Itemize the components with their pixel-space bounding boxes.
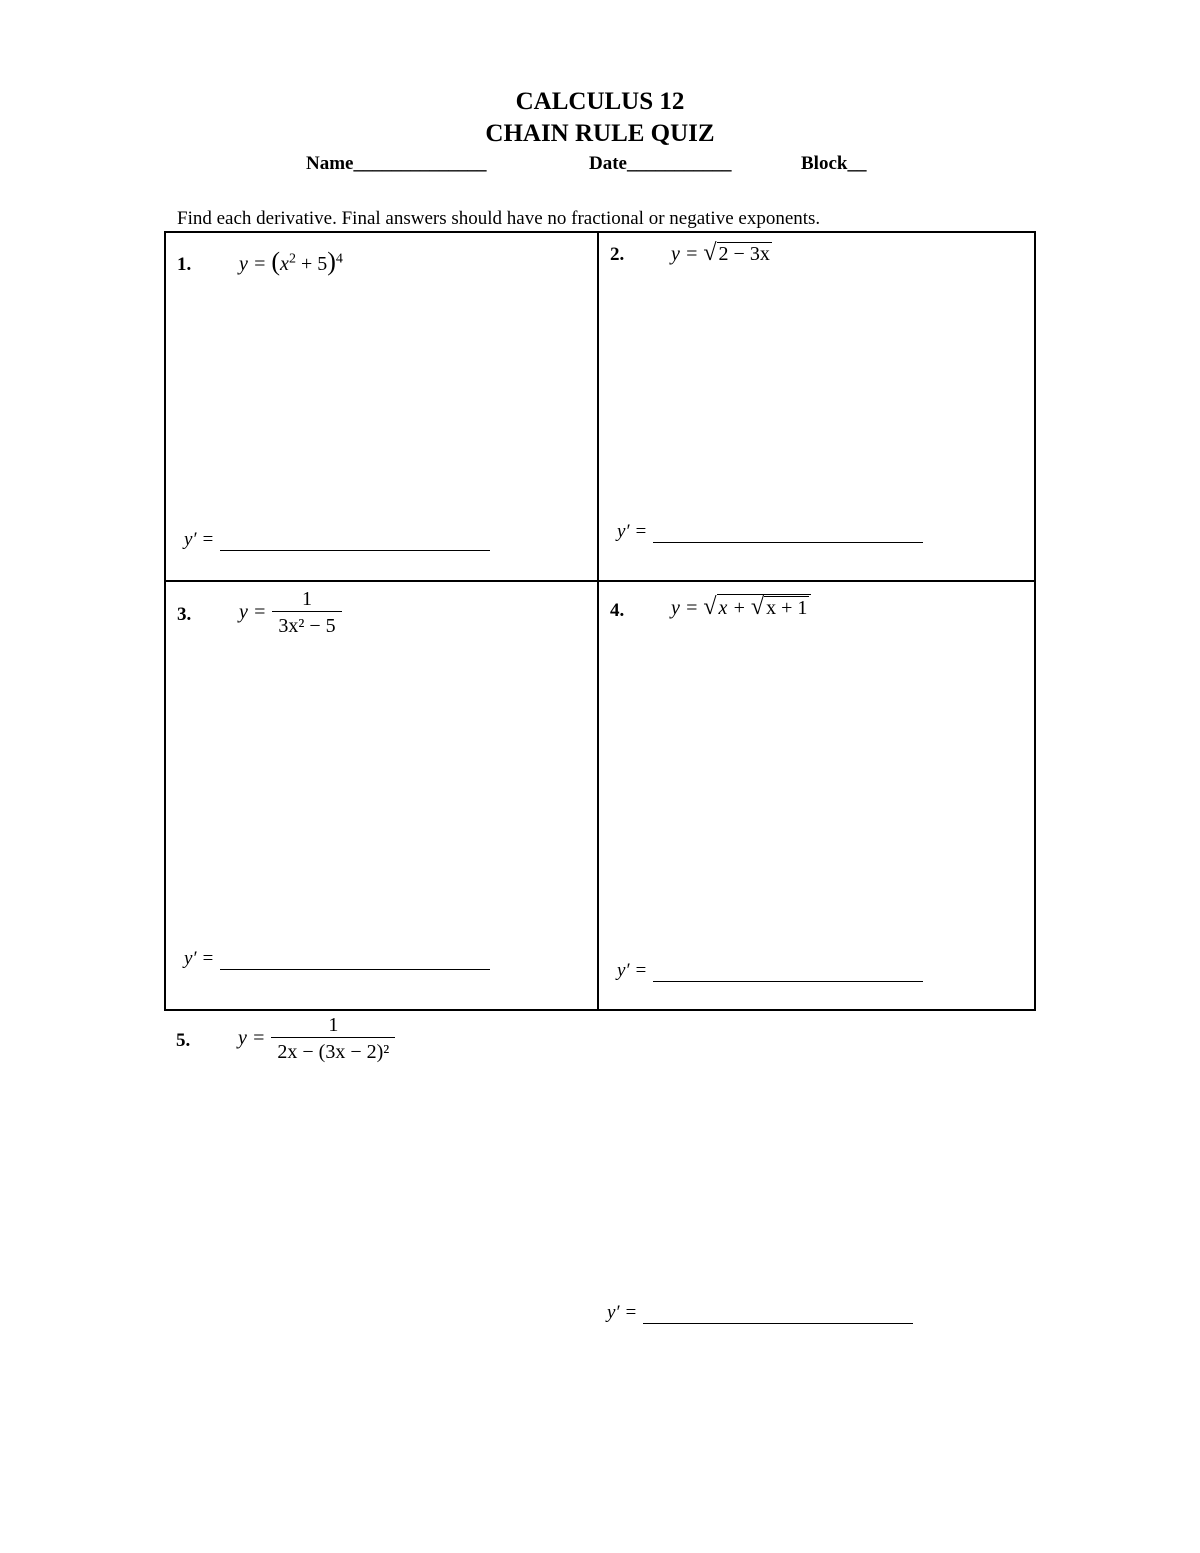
close-paren: ) — [327, 247, 336, 276]
question-4-cell[interactable] — [599, 582, 1034, 1009]
lhs: y = — [238, 1027, 266, 1049]
answer-line[interactable] — [220, 953, 490, 970]
answer-3[interactable] — [184, 948, 490, 970]
lhs: y = — [671, 597, 699, 619]
answer-5[interactable] — [607, 1302, 913, 1324]
answer-2[interactable] — [617, 521, 923, 543]
outer-radicand: x + — [718, 597, 746, 619]
denominator: 3x² − 5 — [272, 611, 341, 638]
question-3-expression — [239, 587, 342, 638]
answer-4[interactable] — [617, 960, 923, 982]
question-4-expression — [671, 594, 811, 620]
question-2-expression — [671, 241, 772, 266]
numerator: 1 — [328, 1014, 339, 1036]
question-number: 3. — [177, 604, 192, 625]
outer-square-root: √ x + √ x + 1 — [703, 594, 811, 619]
answer-line[interactable] — [653, 965, 923, 982]
square-root: √ 2 − 3x — [703, 240, 770, 266]
answer-label: y′ = — [617, 960, 648, 981]
question-number: 1. — [177, 254, 192, 275]
radicand: 2 − 3x — [718, 243, 770, 265]
answer-label: y′ = — [607, 1302, 638, 1323]
inner-exponent: 2 — [288, 251, 296, 267]
question-number: 4. — [610, 600, 625, 621]
answer-line[interactable] — [220, 534, 490, 551]
question-1-cell[interactable] — [166, 233, 599, 582]
question-1-expression — [239, 247, 343, 277]
question-2-cell[interactable] — [599, 233, 1034, 582]
fraction — [271, 1013, 395, 1064]
question-3-cell[interactable] — [166, 582, 599, 1009]
date-field[interactable]: Date___________ — [589, 153, 732, 174]
answer-label: y′ = — [184, 948, 215, 969]
question-5-expression — [238, 1013, 395, 1064]
base: x — [280, 253, 289, 275]
lhs: y = — [239, 253, 267, 275]
numerator: 1 — [302, 588, 313, 610]
answer-line[interactable] — [653, 526, 923, 543]
denominator: 2x − (3x − 2)² — [271, 1037, 395, 1064]
question-grid — [164, 231, 1036, 1011]
quiz-title: CHAIN RULE QUIZ — [485, 120, 715, 147]
open-paren: ( — [271, 247, 281, 276]
course-title: CALCULUS 12 — [515, 88, 685, 115]
fraction — [272, 587, 341, 638]
plus-term: + 5 — [300, 253, 328, 275]
inner-square-root: √ x + 1 — [750, 594, 808, 620]
lhs: y = — [671, 243, 699, 265]
block-field[interactable]: Block__ — [801, 153, 867, 174]
question-number: 2. — [610, 244, 625, 265]
name-field[interactable]: Name______________ — [306, 153, 487, 174]
outer-exponent: 4 — [335, 251, 343, 267]
lhs: y = — [239, 601, 267, 623]
answer-label: y′ = — [184, 529, 215, 550]
question-number: 5. — [176, 1030, 191, 1051]
instructions: Find each derivative. Final answers should have no fractional or negative exponents. — [177, 208, 821, 229]
answer-line[interactable] — [643, 1307, 913, 1324]
answer-1[interactable] — [184, 529, 490, 551]
inner-radicand: x + 1 — [766, 597, 808, 619]
answer-label: y′ = — [617, 521, 648, 542]
